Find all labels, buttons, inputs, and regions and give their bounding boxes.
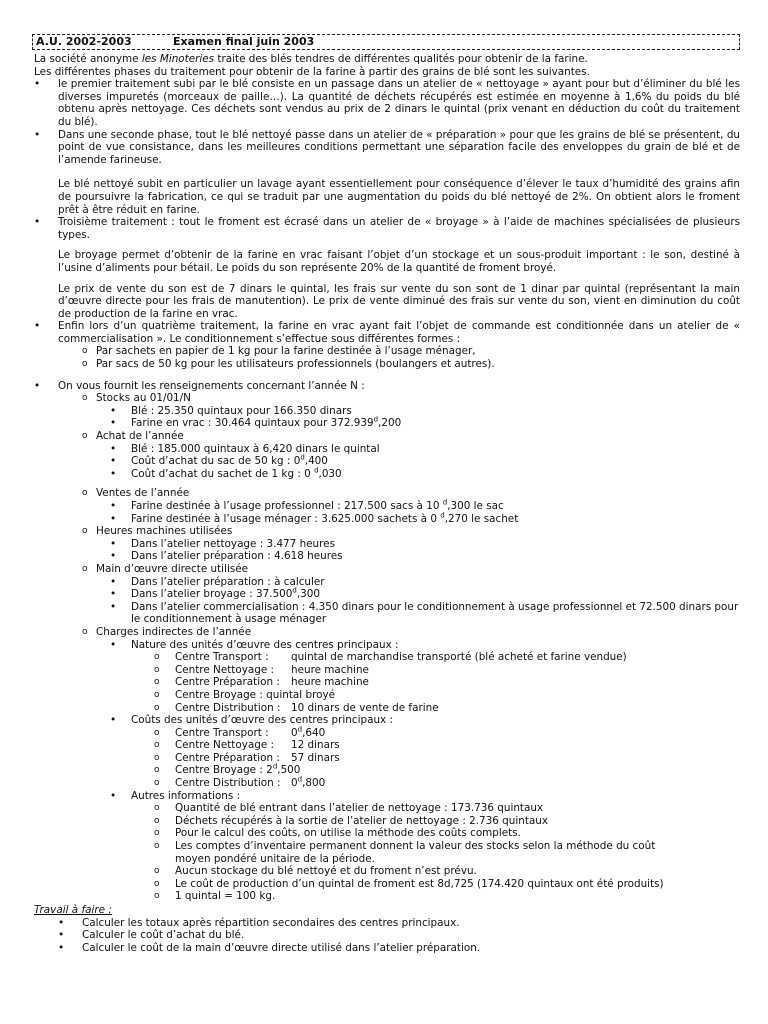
bullet: • (110, 638, 117, 651)
achat-text: Coût d’achat du sachet de 1 kg : 0 (131, 467, 315, 480)
autre-text: 1 quintal = 100 kg. (175, 890, 276, 903)
nature-item (154, 664, 740, 677)
bullet: o (82, 563, 88, 574)
heures-section (82, 525, 740, 538)
phase-3-price: Le prix de vente du son est de 7 dinars le quintal, les frais sur vente du son sont de 1 dinar par quintal (représentant la main d’œuvre directe pour les frais de manutention). Le prix de vente diminué des frais sur vente du son, vient en diminution du coût de production de la farine en vrac. (58, 282, 740, 320)
bullet: o (82, 346, 88, 357)
bullet: o (82, 488, 88, 499)
bullet: o (154, 740, 160, 751)
bullet: o (154, 689, 160, 700)
superscript: d (297, 725, 303, 734)
autre-text: Déchets récupérés à la sortie de l’atelier de nettoyage : 2.736 quintaux (175, 814, 548, 827)
ventes-text: Farine destinée à l’usage ménager : 3.625.000 sachets à 0 (131, 512, 441, 525)
autre-text: Le coût de production d’un quintal de froment est 8d,725 (174.420 quintaux ont été produits) (175, 877, 664, 890)
centre-name: Centre Broyage : quintal broyé (175, 688, 336, 701)
travail-item (58, 929, 740, 942)
nature-item (154, 651, 740, 664)
autre-item (154, 827, 740, 840)
stock-text: Farine en vrac : 30.464 quintaux pour 372.939 (131, 417, 374, 430)
bullet: o (154, 828, 160, 839)
bullet: • (34, 216, 41, 229)
centre-name: Centre Distribution : (175, 701, 281, 714)
bullet: • (34, 320, 41, 333)
section-title: Main d’œuvre directe utilisée (96, 562, 249, 575)
superscript: d (292, 586, 297, 595)
phase-3 (34, 216, 740, 320)
autre-text: Pour le calcul des coûts, on utilise la méthode des coûts complets. (175, 827, 521, 840)
bullet: • (110, 537, 117, 550)
mod-text: Dans l’atelier commercialisation : 4.350 dinars pour le conditionnement à usage professionnel et 72.500 dinars pour le conditionnement à usage ménager (131, 600, 739, 626)
superscript: d (297, 775, 303, 784)
phase-4-text: Enfin lors d’un quatrième traitement, la farine en vrac ayant fait l’objet de commande est conditionnée dans un atelier de « commercialisation ». Le conditionnement s’effectue sous différentes formes : (58, 320, 740, 345)
nature-item (154, 676, 740, 689)
heures-text: Dans l’atelier nettoyage : 3.477 heures (131, 537, 335, 550)
travail-item (58, 917, 740, 930)
achat-item (110, 468, 740, 481)
stock-text: Blé : 25.350 quintaux pour 166.350 dinars (131, 404, 352, 417)
bullet: • (58, 929, 65, 942)
bullet: o (154, 677, 160, 688)
centre-cost: Centre Broyage : 2 (175, 764, 273, 777)
centre-cost: ,800 (302, 777, 326, 790)
bullet: o (154, 803, 160, 814)
centre-cost: 57 dinars (291, 751, 340, 764)
centre-unit: quintal de marchandise transporté (blé acheté et farine vendue) (291, 651, 627, 664)
mod-text: ,300 (296, 588, 320, 601)
bullet: • (110, 417, 117, 430)
stock-item (110, 417, 740, 430)
bullet: o (154, 815, 160, 826)
cout-item (154, 764, 740, 777)
phase-2-text: Dans une seconde phase, tout le blé nettoyé passe dans un atelier de « préparation » pour que les grains de blé se présentent, du point de vue consistance, dans les meilleures conditions permettant une séparation facile des enveloppes du grain de blé et de l’amende farineuse. (58, 128, 740, 166)
centre-cost: 0 (291, 726, 298, 739)
bullet: o (154, 866, 160, 877)
nature-item (154, 689, 740, 702)
bullet: • (110, 404, 117, 417)
superscript: d (440, 511, 445, 520)
bullet: o (154, 765, 160, 776)
bullet: • (58, 941, 65, 954)
ventes-text: Farine destinée à l’usage professionnel : 217.500 sacs à 10 (131, 500, 443, 512)
conditioning-text: Par sachets en papier de 1 kg pour la farine destinée à l’usage ménager, (96, 345, 476, 358)
autre-text: Aucun stockage du blé nettoyé et du froment n’est prévu. (175, 865, 477, 878)
travail-title: Travail à faire : (34, 904, 112, 916)
superscript: d (272, 763, 278, 771)
superscript: d (373, 415, 379, 424)
nature-title (110, 639, 740, 652)
centre-cost: ,500 (277, 764, 301, 777)
autre-text: Quantité de blé entrant dans l’atelier de nettoyage : 173.736 quintaux (175, 802, 544, 815)
bullet: • (110, 455, 117, 468)
bullet: • (110, 500, 117, 512)
bullet: o (154, 778, 160, 789)
phase-3-detail: Le broyage permet d’obtenir de la farine en vrac faisant l’objet d’un stockage et un sous-produit important : le son, destiné à l’usine d’aliments pour bétail. Le poids du son représente 20% de la quantité de froment broyé. (58, 249, 740, 274)
centre-name: Centre Transport : (175, 651, 269, 664)
bullet: • (110, 467, 117, 480)
superscript: d (300, 453, 305, 462)
mod-item (110, 601, 740, 626)
bullet: o (82, 359, 88, 370)
cout-item (154, 739, 740, 752)
heures-item (110, 538, 740, 551)
section-title: Stocks au 01/01/N (96, 392, 191, 405)
autre-item (154, 802, 740, 815)
autre-item (154, 815, 740, 828)
subsection-title: Coûts des unités d’œuvre des centres principaux : (131, 714, 393, 727)
centre-name: Centre Préparation : (175, 751, 280, 764)
bullet: • (110, 714, 117, 727)
bullet: • (58, 916, 65, 929)
mod-text: Dans l’atelier préparation : à calculer (131, 575, 325, 588)
autre-item (154, 865, 740, 878)
bullet: • (110, 575, 117, 588)
exam-title: Examen final juin 2003 (173, 35, 315, 48)
bullet: • (110, 550, 117, 563)
renseignements-intro: On vous fournit les renseignements concernant l’année N : (58, 379, 365, 392)
conditioning-item (82, 358, 740, 371)
cout-item (154, 727, 740, 740)
ventes-section (82, 487, 740, 500)
bullet: • (110, 588, 117, 601)
superscript: d (314, 466, 319, 475)
centre-name: Centre Préparation : (175, 676, 280, 689)
bullet: o (82, 526, 88, 537)
ventes-item (110, 500, 740, 513)
bullet: • (110, 512, 117, 525)
cout-item (154, 752, 740, 765)
bullet: • (110, 600, 117, 613)
achat-item (110, 455, 740, 468)
phase-2-detail: Le blé nettoyé subit en particulier un lavage ayant essentiellement pour conséquence d’élever le taux d’humidité des grains afin de poursuivre la fabrication, ce qui se traduit par une augmentation du poids du blé nettoyé de 2%. On obtient alors le froment prêt à être réduit en farine. (58, 178, 740, 216)
conditioning-text: Par sacs de 50 kg pour les utilisateurs professionnels (boulangers et autres). (96, 358, 495, 371)
exam-document (34, 36, 740, 954)
bullet: o (154, 702, 160, 713)
mod-item (110, 588, 740, 601)
autres-title (110, 790, 740, 803)
phase-1-text: le premier traitement subi par le blé consiste en un passage dans un atelier de « nettoyage » ayant pour but d’éliminer du blé les diverses impuretés (morceaux de paille…). La quantité de déchets récupérés est estimée en moyenne à 1,6% du poids du blé obtenu après nettoyage. Ces déchets sont vendus au prix de 2 dinars le quintal (prix venant en déduction du coût du traitement du blé). (58, 78, 740, 128)
bullet: • (110, 442, 117, 455)
autre-item (154, 890, 740, 903)
bullet: • (34, 78, 41, 91)
section-title: Heures machines utilisées (96, 525, 233, 538)
bullet: o (154, 752, 160, 763)
cout-item (154, 777, 740, 790)
nature-item (154, 702, 740, 715)
bullet: o (154, 652, 160, 663)
centre-name: Centre Nettoyage : (175, 663, 275, 676)
renseignements (34, 380, 740, 393)
autre-item (154, 840, 675, 865)
centre-name: Centre Distribution : (175, 777, 281, 790)
subsection-title: Autres informations : (131, 789, 241, 802)
stock-item (110, 405, 740, 418)
achat-text: ,030 (318, 467, 342, 480)
intro-text: traite des blés tendres de différentes qualités pour obtenir de la farine. (214, 53, 588, 65)
ventes-item (110, 513, 740, 526)
mod-text: Dans l’atelier broyage : 37.500 (131, 588, 293, 601)
centre-cost: ,640 (302, 726, 326, 739)
centre-cost: 0 (291, 777, 298, 790)
stock-text: ,200 (378, 417, 402, 430)
bullet: o (154, 891, 160, 902)
autre-text: Les comptes d’inventaire permanent donnent la valeur des stocks selon la méthode du coût moyen pondéré unitaire de la période. (175, 840, 656, 865)
achat-item (110, 443, 740, 456)
ventes-text: ,270 le sachet (444, 512, 519, 525)
bullet: o (82, 626, 88, 637)
ventes-text: ,300 le sac (447, 500, 504, 512)
superscript: d (442, 498, 448, 507)
couts-title (110, 714, 740, 727)
conditioning-item (82, 345, 740, 358)
centre-unit: 10 dinars de vente de farine (291, 701, 439, 714)
phase-2 (34, 129, 740, 217)
section-title: Ventes de l’année (96, 487, 190, 500)
achat-text: ,400 (304, 455, 328, 468)
bullet: o (154, 664, 160, 675)
intro-line-2: Les différentes phases du traitement pour obtenir de la farine à partir des grains de blé sont les suivantes. (34, 65, 590, 78)
company-name: les Minoteries (141, 53, 215, 65)
academic-year: A.U. 2002-2003 (36, 35, 132, 48)
phase-4 (34, 320, 740, 345)
intro-text: La société anonyme (34, 53, 142, 65)
autre-item (154, 878, 675, 891)
centre-cost: 12 dinars (291, 739, 340, 752)
bullet: o (82, 393, 88, 404)
travail-text: Calculer le coût de la main d’œuvre directe utilisé dans l’atelier préparation. (82, 941, 481, 954)
bullet: o (154, 727, 160, 738)
achat-text: Coût d’achat du sac de 50 kg : 0 (131, 455, 301, 468)
bullet: o (82, 431, 88, 442)
heures-text: Dans l’atelier préparation : 4.618 heures (131, 550, 343, 563)
bullet: o (154, 841, 160, 852)
bullet: o (154, 878, 160, 889)
centre-name: Centre Transport : (175, 726, 269, 739)
bullet: • (34, 128, 41, 141)
phase-3-text: Troisième traitement : tout le froment est écrasé dans un atelier de « broyage » à l’aide de machines spécialisées de plusieurs types. (58, 216, 740, 241)
subsection-title: Nature des unités d’œuvre des centres principaux : (131, 638, 399, 651)
charges-section (82, 626, 740, 639)
centre-name: Centre Nettoyage : (175, 739, 275, 752)
phase-1 (34, 78, 740, 128)
mod-section (82, 563, 740, 576)
travail-text: Calculer le coût d’achat du blé. (82, 929, 245, 942)
achat-text: Blé : 185.000 quintaux à 6,420 dinars le quintal (131, 442, 380, 455)
intro-line-1 (34, 53, 740, 66)
section-title: Charges indirectes de l’année (96, 625, 252, 638)
travail-text: Calculer les totaux après répartition secondaires des centres principaux. (82, 916, 460, 929)
centre-unit: heure machine (291, 676, 369, 689)
bullet: • (110, 789, 117, 802)
bullet: • (34, 379, 41, 392)
achat-section (82, 430, 740, 443)
section-title: Achat de l’année (96, 430, 184, 443)
travail-item (58, 942, 740, 955)
mod-item (110, 576, 740, 589)
heures-item (110, 550, 740, 563)
centre-unit: heure machine (291, 663, 369, 676)
stocks-section (82, 392, 740, 405)
